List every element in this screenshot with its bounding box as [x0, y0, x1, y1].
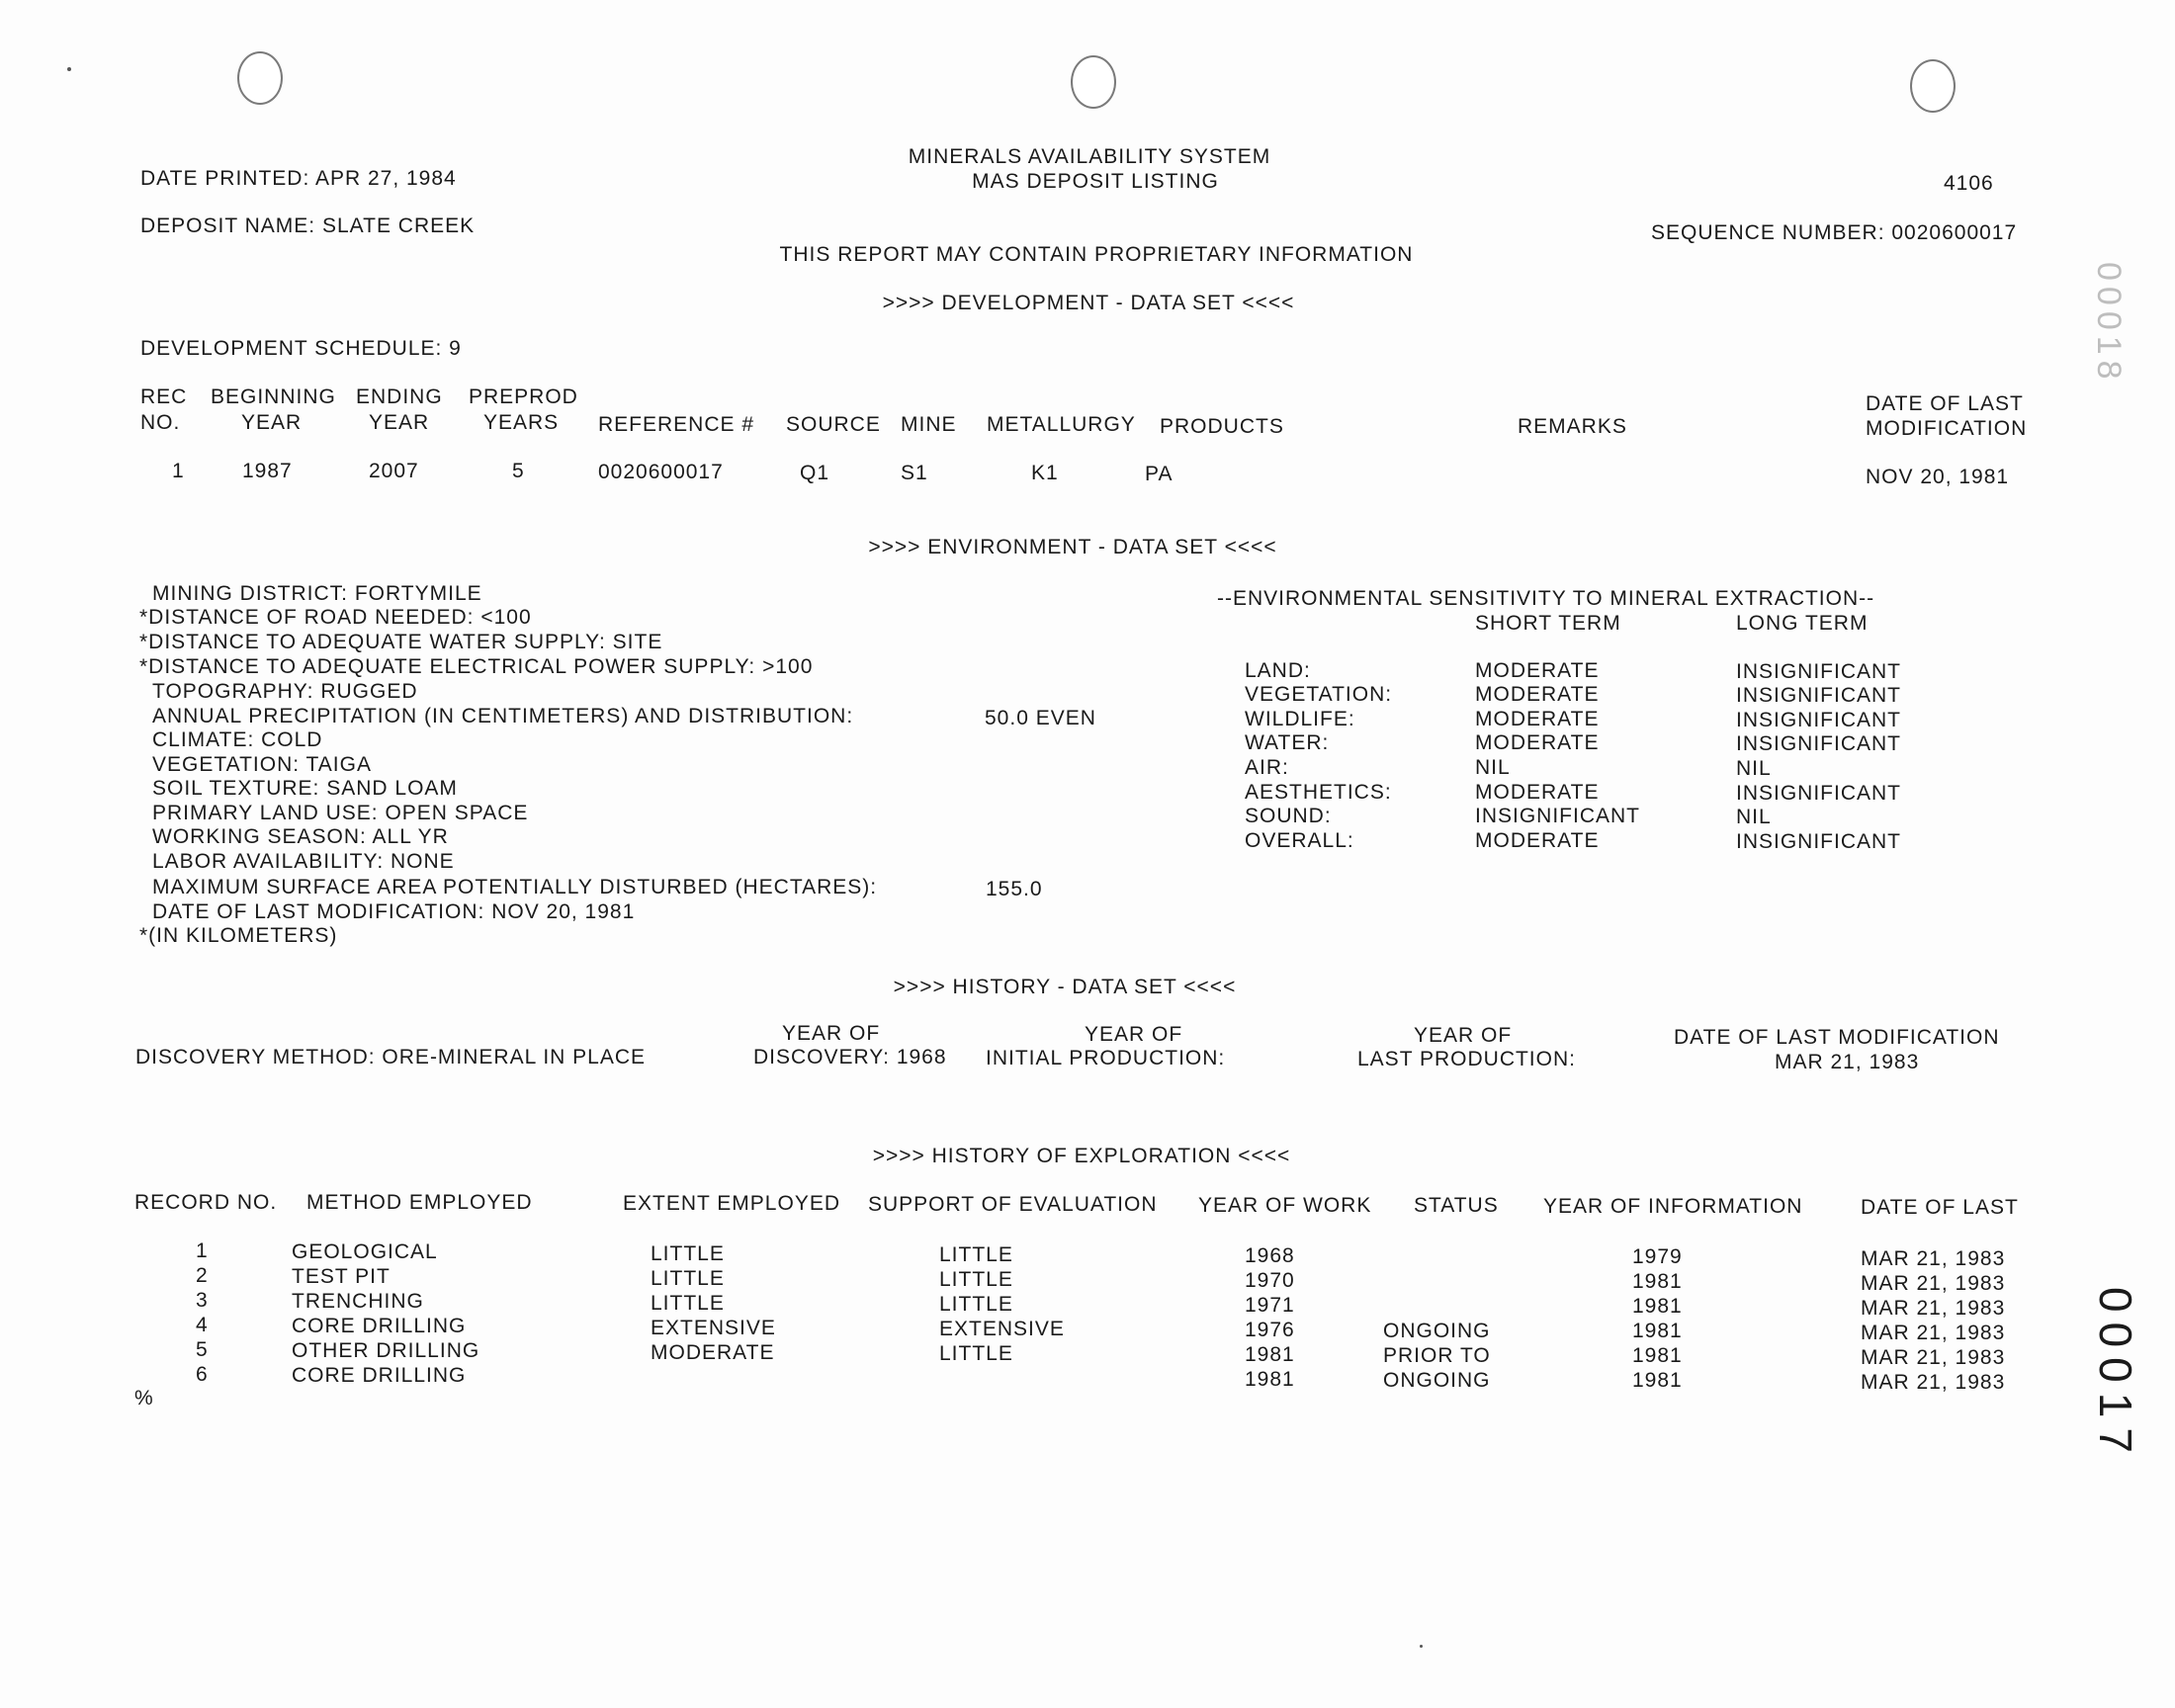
env-line: *DISTANCE TO ADEQUATE WATER SUPPLY: SITE: [139, 631, 663, 653]
expl-year: 1976: [1245, 1319, 1295, 1341]
dev-ending-year: 2007: [369, 460, 419, 482]
dev-header-metallurgy: METALLURGY: [987, 413, 1136, 436]
expl-info-year: 1981: [1632, 1369, 1683, 1392]
dev-mine: S1: [901, 462, 928, 484]
sensitivity-label: AESTHETICS:: [1245, 781, 1392, 804]
sensitivity-short: MODERATE: [1475, 731, 1600, 754]
dev-header-rec: REC: [140, 385, 188, 408]
expl-support: LITTLE: [939, 1342, 1013, 1365]
env-line: DATE OF LAST MODIFICATION: NOV 20, 1981: [152, 900, 636, 923]
expl-method: OTHER DRILLING: [292, 1339, 480, 1362]
development-section-title: >>>> DEVELOPMENT - DATA SET <<<<: [882, 292, 1295, 314]
sensitivity-label: WATER:: [1245, 731, 1330, 754]
sensitivity-label: SOUND:: [1245, 805, 1332, 827]
expl-extent: MODERATE: [651, 1341, 775, 1364]
sensitivity-short: MODERATE: [1475, 829, 1600, 852]
env-line: CLIMATE: COLD: [152, 728, 323, 751]
dev-header-modification: MODIFICATION: [1866, 417, 2028, 440]
dev-header-preprod-years: YEARS: [483, 411, 560, 434]
punch-hole-center: [1071, 55, 1116, 109]
sensitivity-label: VEGETATION:: [1245, 683, 1393, 706]
expl-date: MAR 21, 1983: [1861, 1322, 2006, 1344]
expl-method: TRENCHING: [292, 1290, 424, 1313]
history-date-value: MAR 21, 1983: [1775, 1051, 1920, 1073]
env-line: MAXIMUM SURFACE AREA POTENTIALLY DISTURBED (HECTARES):: [152, 876, 878, 898]
dev-header-ending: ENDING: [356, 385, 443, 408]
expl-support: LITTLE: [939, 1243, 1013, 1266]
expl-info-year: 1981: [1632, 1320, 1683, 1342]
expl-year: 1971: [1245, 1294, 1295, 1317]
expl-year: 1981: [1245, 1368, 1295, 1391]
dev-header-beginning-year: YEAR: [241, 411, 303, 434]
sensitivity-long: INSIGNIFICANT: [1736, 732, 1902, 755]
history-section-title: >>>> HISTORY - DATA SET <<<<: [893, 976, 1237, 998]
expl-status: ONGOING: [1383, 1320, 1491, 1342]
initial-production-label: INITIAL PRODUCTION:: [986, 1047, 1226, 1069]
exploration-section-title: >>>> HISTORY OF EXPLORATION <<<<: [872, 1145, 1291, 1167]
sensitivity-long: INSIGNIFICANT: [1736, 660, 1902, 683]
expl-info-year: 1981: [1632, 1295, 1683, 1318]
env-line: *(IN KILOMETERS): [139, 924, 338, 947]
expl-method: CORE DRILLING: [292, 1315, 467, 1337]
sensitivity-title: --ENVIRONMENTAL SENSITIVITY TO MINERAL EXTRACTION--: [1217, 587, 1875, 610]
dev-header-source: SOURCE: [786, 413, 881, 436]
dev-preprod-years: 5: [512, 460, 525, 482]
sensitivity-short: MODERATE: [1475, 683, 1600, 706]
discovery-method: DISCOVERY METHOD: ORE-MINERAL IN PLACE: [135, 1046, 647, 1068]
dev-header-date-of-last: DATE OF LAST: [1866, 392, 2024, 415]
sensitivity-label: LAND:: [1245, 659, 1311, 682]
punch-hole-right: [1910, 59, 1956, 113]
env-line: PRIMARY LAND USE: OPEN SPACE: [152, 802, 529, 824]
sensitivity-short: NIL: [1475, 756, 1511, 779]
sensitivity-short: INSIGNIFICANT: [1475, 805, 1641, 827]
env-line: *DISTANCE TO ADEQUATE ELECTRICAL POWER SUPPLY: >100: [139, 655, 814, 678]
expl-record-no: 5: [196, 1338, 209, 1361]
sensitivity-label: WILDLIFE:: [1245, 708, 1355, 730]
expl-support: EXTENSIVE: [939, 1318, 1065, 1340]
paper-speck: [1420, 1645, 1423, 1648]
env-line: *DISTANCE OF ROAD NEEDED: <100: [139, 606, 532, 629]
env-line: ANNUAL PRECIPITATION (IN CENTIMETERS) AND DISTRIBUTION:: [152, 705, 854, 727]
dev-reference: 0020600017: [598, 461, 724, 483]
dev-date: NOV 20, 1981: [1866, 466, 2010, 488]
expl-record-no: 1: [196, 1239, 209, 1262]
sensitivity-long: NIL: [1736, 806, 1772, 828]
sensitivity-long: INSIGNIFICANT: [1736, 709, 1902, 731]
dev-header-mine: MINE: [901, 413, 957, 436]
expl-method: TEST PIT: [292, 1265, 391, 1288]
deposit-name: DEPOSIT NAME: SLATE CREEK: [140, 214, 476, 237]
expl-date: MAR 21, 1983: [1861, 1247, 2006, 1270]
expl-date: MAR 21, 1983: [1861, 1346, 2006, 1369]
expl-record-no: 4: [196, 1314, 209, 1336]
expl-info-year: 1981: [1632, 1270, 1683, 1293]
dev-header-rec-no: NO.: [140, 411, 181, 434]
dev-header-ending-year: YEAR: [369, 411, 430, 434]
margin-stamp-number: 00017: [2090, 1287, 2141, 1463]
expl-header-extent: EXTENT EMPLOYED: [623, 1192, 840, 1215]
margin-stamp-faint: 00018: [2090, 262, 2128, 385]
listing-title: MAS DEPOSIT LISTING: [972, 170, 1219, 193]
precipitation-value: 50.0 EVEN: [985, 707, 1096, 729]
development-schedule: DEVELOPMENT SCHEDULE: 9: [140, 337, 462, 360]
sensitivity-short: MODERATE: [1475, 781, 1600, 804]
dev-metallurgy: K1: [1031, 462, 1059, 484]
sequence-number: SEQUENCE NUMBER: 0020600017: [1651, 221, 2018, 244]
env-line: SOIL TEXTURE: SAND LOAM: [152, 777, 458, 800]
sensitivity-long: INSIGNIFICANT: [1736, 782, 1902, 805]
expl-year: 1970: [1245, 1269, 1295, 1292]
expl-extent: LITTLE: [651, 1242, 725, 1265]
sensitivity-long: NIL: [1736, 757, 1772, 780]
expl-extent: LITTLE: [651, 1267, 725, 1290]
paper-speck: [67, 67, 71, 71]
sensitivity-short: MODERATE: [1475, 659, 1600, 682]
expl-status: ONGOING: [1383, 1369, 1491, 1392]
area-value: 155.0: [986, 878, 1043, 900]
expl-record-no: 3: [196, 1289, 209, 1312]
dev-header-reference: REFERENCE #: [598, 413, 755, 436]
expl-year: 1981: [1245, 1343, 1295, 1366]
dev-header-beginning: BEGINNING: [211, 385, 336, 408]
proprietary-notice: THIS REPORT MAY CONTAIN PROPRIETARY INFORMATION: [779, 243, 1414, 266]
long-term-label: LONG TERM: [1736, 612, 1869, 635]
expl-header-year-of-work: YEAR OF WORK: [1198, 1194, 1372, 1217]
last-production-label-top: YEAR OF: [1414, 1024, 1513, 1047]
expl-date: MAR 21, 1983: [1861, 1297, 2006, 1320]
expl-extent: LITTLE: [651, 1292, 725, 1315]
expl-header-support: SUPPORT OF EVALUATION: [868, 1193, 1158, 1216]
punch-hole-left: [237, 51, 283, 105]
dev-products: PA: [1145, 463, 1174, 485]
env-line: VEGETATION: TAIGA: [152, 753, 372, 776]
expl-info-year: 1981: [1632, 1344, 1683, 1367]
sensitivity-long: INSIGNIFICANT: [1736, 830, 1902, 853]
dev-header-preprod: PREPROD: [469, 385, 578, 408]
expl-support: LITTLE: [939, 1268, 1013, 1291]
end-mark: %: [134, 1387, 154, 1409]
expl-method: CORE DRILLING: [292, 1364, 467, 1387]
expl-year: 1968: [1245, 1244, 1295, 1267]
expl-extent: EXTENSIVE: [651, 1317, 776, 1339]
expl-header-record-no: RECORD NO.: [134, 1191, 278, 1214]
sensitivity-label: OVERALL:: [1245, 829, 1354, 852]
initial-production-label-top: YEAR OF: [1085, 1023, 1183, 1046]
env-line: TOPOGRAPHY: RUGGED: [152, 680, 418, 703]
sensitivity-long: INSIGNIFICANT: [1736, 684, 1902, 707]
system-title: MINERALS AVAILABILITY SYSTEM: [908, 145, 1271, 168]
expl-record-no: 2: [196, 1264, 209, 1287]
page-number: 4106: [1944, 172, 1994, 195]
expl-method: GEOLOGICAL: [292, 1240, 438, 1263]
dev-header-remarks: REMARKS: [1518, 415, 1627, 438]
env-line: MINING DISTRICT: FORTYMILE: [152, 582, 482, 605]
expl-header-method: METHOD EMPLOYED: [306, 1191, 533, 1214]
date-printed: DATE PRINTED: APR 27, 1984: [140, 167, 457, 190]
expl-date: MAR 21, 1983: [1861, 1371, 2006, 1394]
env-line: LABOR AVAILABILITY: NONE: [152, 850, 455, 873]
sensitivity-short: MODERATE: [1475, 708, 1600, 730]
dev-header-products: PRODUCTS: [1160, 415, 1284, 438]
year-of-discovery-label-top: YEAR OF: [782, 1022, 881, 1045]
sensitivity-label: AIR:: [1245, 756, 1289, 779]
expl-header-date-of-last: DATE OF LAST: [1861, 1196, 2019, 1219]
short-term-label: SHORT TERM: [1475, 612, 1621, 635]
year-of-discovery: DISCOVERY: 1968: [753, 1046, 947, 1068]
expl-info-year: 1979: [1632, 1245, 1683, 1268]
dev-rec-no: 1: [172, 460, 185, 482]
environment-section-title: >>>> ENVIRONMENT - DATA SET <<<<: [868, 536, 1277, 558]
expl-record-no: 6: [196, 1363, 209, 1386]
history-date-label: DATE OF LAST MODIFICATION: [1674, 1026, 2000, 1049]
dev-source: Q1: [800, 462, 830, 484]
expl-status: PRIOR TO: [1383, 1344, 1491, 1367]
expl-support: LITTLE: [939, 1293, 1013, 1316]
env-line: WORKING SEASON: ALL YR: [152, 825, 449, 848]
expl-date: MAR 21, 1983: [1861, 1272, 2006, 1295]
expl-header-year-of-information: YEAR OF INFORMATION: [1543, 1195, 1803, 1218]
dev-beginning-year: 1987: [242, 460, 293, 482]
last-production-label: LAST PRODUCTION:: [1357, 1048, 1576, 1070]
expl-header-status: STATUS: [1414, 1194, 1499, 1217]
